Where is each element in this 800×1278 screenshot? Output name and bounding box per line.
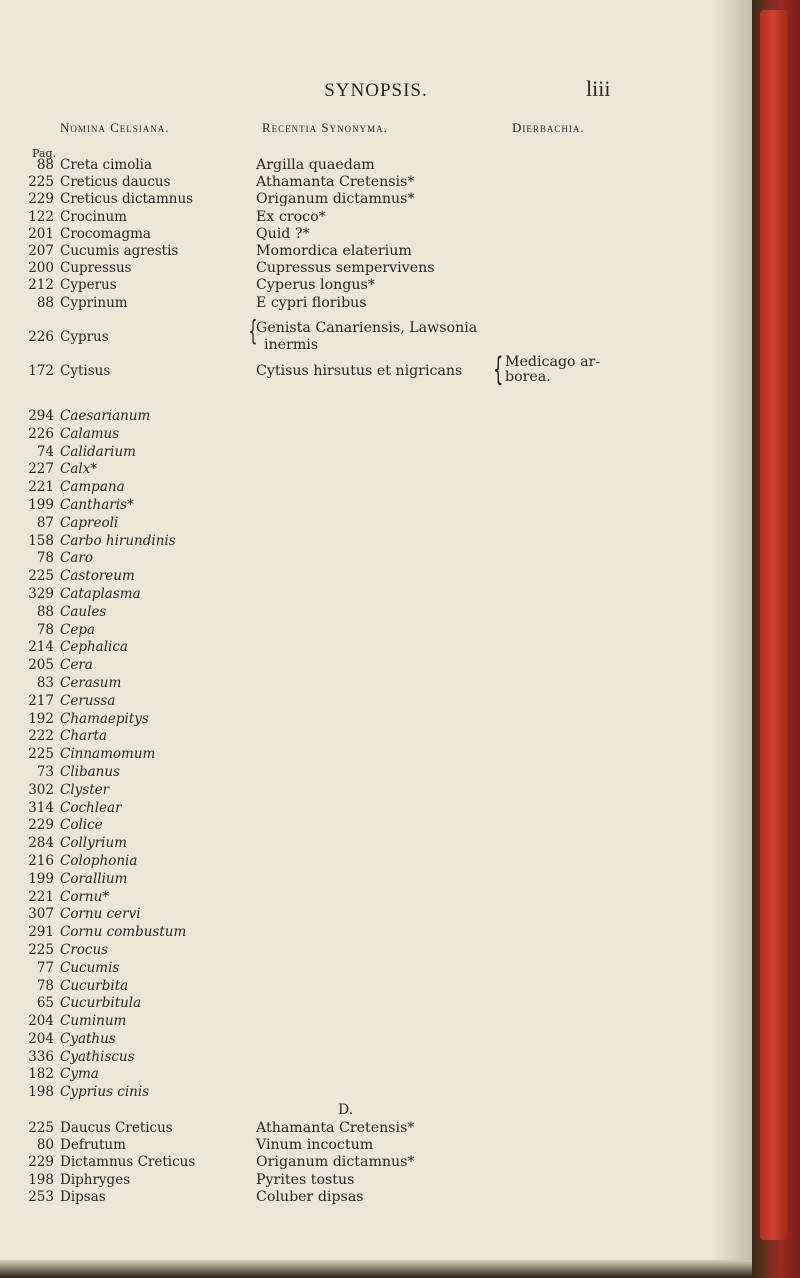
- list-item: 302 Clyster: [28, 781, 110, 798]
- list-item: Coluber dipsas: [256, 1188, 364, 1205]
- list-item: 88 Creta cimolia: [36, 157, 153, 173]
- brace-cyprus: {: [248, 314, 258, 347]
- list-item: 78 Cepa: [36, 621, 96, 638]
- list-item: 229 Dictamnus Creticus: [28, 1154, 196, 1171]
- section-d-names: [25, 1120, 195, 1206]
- list-item: 88 Cyprinum: [36, 294, 128, 311]
- synonym-cyprus: Genista Canariensis, Lawsonia inermis: [256, 320, 478, 354]
- list-item: Origanum dictamnus*: [256, 191, 415, 208]
- page-title: SYNOPSIS.: [324, 80, 428, 101]
- list-item: 229 Colice: [28, 817, 103, 834]
- list-item: Athamanta Cretensis*: [256, 1120, 415, 1136]
- column-heading-synonyma: Recentia Synonyma.: [262, 120, 388, 135]
- list-item: 307 Cornu cervi: [28, 906, 141, 923]
- list-item: 226 Calamus: [28, 425, 120, 442]
- list-item: 207 Cucumis agrestis: [28, 243, 179, 260]
- pag-label: Pag.: [32, 147, 57, 160]
- list-item: Pyrites tostus: [256, 1171, 355, 1188]
- list-item: 201 Crocomagma: [28, 225, 151, 242]
- list-item: Quid ?*: [256, 225, 310, 242]
- list-item: Origanum dictamnus*: [256, 1154, 415, 1171]
- synonym-cytisus: Cytisus hirsutus et nigricans: [256, 363, 463, 379]
- list-item: 216 Colophonia: [28, 852, 138, 869]
- list-item: 192 Chamaepitys: [28, 710, 149, 727]
- list-item: 77 Cucumis: [36, 959, 120, 976]
- list-item: 88 Caules: [36, 603, 107, 620]
- list-item: 225 Creticus daucus: [28, 174, 171, 191]
- section-d-synonyms: [256, 1120, 415, 1206]
- list-item: Athamanta Cretensis*: [256, 174, 415, 191]
- list-item: 336 Cyathiscus: [28, 1048, 135, 1065]
- list-item: 329 Cataplasma: [28, 585, 141, 602]
- list-item: 227 Calx*: [28, 461, 98, 478]
- list-item: 200 Cupressus: [28, 260, 132, 277]
- list-item: 122 Crocinum: [28, 208, 127, 225]
- list-item: Vinum incoctum: [256, 1137, 374, 1154]
- list-item: 198 Diphryges: [28, 1171, 131, 1188]
- list-item: 212 Cyperus: [28, 277, 117, 294]
- list-item: 65 Cucurbitula: [36, 995, 142, 1012]
- column-heading-dierbachia: Dierbachia.: [512, 120, 585, 135]
- list-item: 73 Clibanus: [36, 763, 120, 780]
- section-c-names: [25, 157, 193, 312]
- page-number: liii: [586, 76, 611, 101]
- book-binding-spine: [760, 10, 788, 1240]
- section-c-synonyms: [256, 157, 435, 312]
- list-item: 225 Crocus: [28, 941, 109, 958]
- italic-terms-list: [25, 408, 186, 1102]
- page-bottom-edge: [0, 1260, 752, 1278]
- brace-cytisus: {: [493, 350, 504, 388]
- list-item: 221 Cornu*: [28, 888, 110, 905]
- list-item: Cyperus longus*: [256, 277, 375, 294]
- list-item: Cupressus sempervivens: [256, 260, 435, 277]
- list-item: 204 Cuminum: [28, 1013, 127, 1030]
- list-item: 78 Cucurbita: [36, 977, 129, 994]
- list-item: 284 Collyrium: [28, 835, 127, 852]
- list-item: 225 Daucus Creticus: [28, 1120, 173, 1136]
- list-item: Momordica elaterium: [256, 243, 412, 260]
- list-item: 229 Creticus dictamnus: [28, 191, 194, 208]
- list-item: 217 Cerussa: [28, 692, 116, 709]
- list-item: 198 Cyprius cinis: [28, 1084, 150, 1101]
- list-item: 87 Capreoli: [36, 514, 119, 531]
- dierbachia-cytisus: Medicago ar- borea.: [505, 354, 601, 385]
- list-item: 225 Cinnamomum: [28, 746, 156, 763]
- column-heading-nomina: Nomina Celsiana.: [60, 120, 170, 135]
- list-item: 199 Cantharis*: [28, 496, 134, 513]
- list-item: Ex croco*: [256, 208, 326, 225]
- list-item: Argilla quaedam: [256, 157, 375, 173]
- list-item: 74 Calidarium: [36, 443, 136, 460]
- list-item: 182 Cyma: [28, 1066, 99, 1083]
- list-item: 204 Cyathus: [28, 1030, 116, 1047]
- list-item: 225 Castoreum: [28, 568, 135, 585]
- list-item: 205 Cera: [28, 657, 93, 674]
- list-item: 294 Caesarianum: [28, 408, 151, 424]
- list-item: 221 Campana: [28, 479, 125, 496]
- list-item: 80 Defrutum: [36, 1137, 126, 1154]
- page-gutter-shadow: [712, 0, 752, 1278]
- list-item: 199 Corallium: [28, 870, 128, 887]
- list-item: E cypri floribus: [256, 294, 367, 311]
- entry-cytisus: 172 Cytisus: [28, 363, 111, 379]
- section-d-heading: D.: [338, 1102, 354, 1118]
- list-item: 83 Cerasum: [36, 674, 122, 691]
- list-item: 214 Cephalica: [28, 639, 128, 656]
- list-item: 291 Cornu combustum: [28, 924, 187, 941]
- list-item: 253 Dipsas: [28, 1188, 106, 1205]
- list-item: 314 Cochlear: [28, 799, 122, 816]
- list-item: 222 Charta: [28, 728, 107, 745]
- list-item: 78 Caro: [36, 550, 93, 567]
- list-item: 158 Carbo hirundinis: [28, 532, 176, 549]
- entry-cyprus: 226 Cyprus: [28, 329, 109, 345]
